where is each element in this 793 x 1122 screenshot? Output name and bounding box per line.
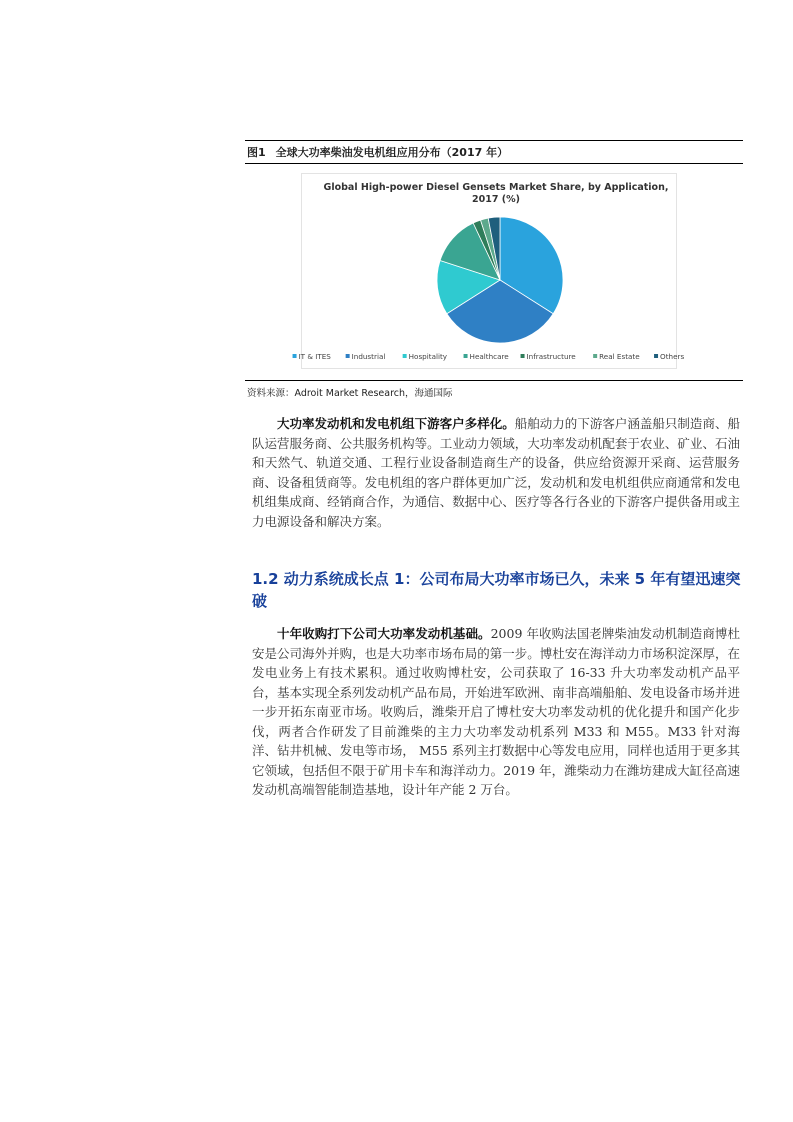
chart-title-line2: 2017 (%) bbox=[472, 194, 520, 205]
pie-chart-container bbox=[298, 173, 685, 369]
legend-label: Others bbox=[660, 352, 685, 361]
legend-item-real-estate bbox=[593, 352, 640, 361]
legend-item-it-ites bbox=[293, 352, 332, 361]
figure-title: 全球大功率柴油发电机组应用分布（2017 年） bbox=[275, 146, 509, 159]
chart-legend bbox=[293, 352, 685, 361]
paragraph-1-body: 船舶动力的下游客户涵盖船只制造商、船队运营服务商、公共服务机构等。工业动力领域，大功率发动机配套于农业、矿业、石油和天然气、轨道交通、工程行业设备制造商生产的设备，供应给资源开采商、运营服务商、设备租赁商等。发电机组的客户群体更加广泛，发动机和发电机组供应商通常和发电机组集成商、经销商合作，为通信、数据中心、医疗等各行各业的下游客户提供备用或主力电源设备和解决方案。 bbox=[252, 416, 740, 529]
paragraph-2 bbox=[252, 624, 740, 800]
legend-item-hospitality bbox=[403, 352, 448, 361]
paragraph-1 bbox=[252, 414, 740, 531]
figure-title-bar bbox=[245, 140, 743, 164]
legend-swatch bbox=[593, 354, 597, 358]
pie-chart bbox=[298, 174, 685, 370]
figure-bottom-rule bbox=[245, 380, 743, 381]
legend-item-healthcare bbox=[464, 352, 510, 361]
figure-source: 资料来源：Adroit Market Research，海通国际 bbox=[247, 388, 453, 399]
paragraph-2-lead: 十年收购打下公司大功率发动机基础。 bbox=[277, 626, 491, 641]
legend-label: Real Estate bbox=[599, 352, 640, 361]
paragraph-2-body: 2009 年收购法国老牌柴油发动机制造商博杜安是公司海外并购，也是大功率市场布局的第一步。博杜安在海洋动力市场积淀深厚，在发电业务上有技术累积。通过收购博杜安，公司获取了 16-33 升大功率发动机产品平台，基本实现全系列发动机产品布局，开始进军欧洲、南非高端船舶、发电设备市场并进一步开拓东南亚市场。收购后，潍柴开启了博杜安大功率发动机的优化提升和国产化步伐，两者合作研发了目前潍柴的主力大功率发动机系列 M33 和 M55。M33 针对海洋、钻井机械、发电等市场， M55 系列主打数据中心等发电应用，同样也适用于更多其它领域，包括但不限于矿用卡车和海洋动力。2019 年，潍柴动力在潍坊建成大缸径高速发动机高端智能制造基地，设计年产能 2 万台。 bbox=[252, 626, 740, 797]
legend-swatch bbox=[464, 354, 468, 358]
figure-label: 图1 bbox=[247, 146, 266, 159]
legend-swatch bbox=[521, 354, 525, 358]
legend-label: Healthcare bbox=[469, 352, 509, 361]
pie-slices bbox=[437, 217, 563, 343]
legend-swatch bbox=[403, 354, 407, 358]
legend-item-infrastructure bbox=[521, 352, 577, 361]
legend-label: Infrastructure bbox=[526, 352, 576, 361]
legend-label: Industrial bbox=[351, 352, 386, 361]
paragraph-1-lead: 大功率发动机和发电机组下游客户多样化。 bbox=[277, 416, 515, 431]
chart-title-line1: Global High-power Diesel Gensets Market Share, by Application, bbox=[323, 182, 669, 193]
legend-label: IT & ITES bbox=[298, 352, 331, 361]
legend-item-others bbox=[654, 352, 684, 361]
legend-swatch bbox=[654, 354, 658, 358]
legend-swatch bbox=[346, 354, 350, 358]
legend-item-industrial bbox=[346, 352, 386, 361]
legend-label: Hospitality bbox=[408, 352, 448, 361]
section-title: 1.2 动力系统成长点 1：公司布局大功率市场已久，未来 5 年有望迅速突破 bbox=[252, 570, 741, 610]
legend-swatch bbox=[293, 354, 297, 358]
